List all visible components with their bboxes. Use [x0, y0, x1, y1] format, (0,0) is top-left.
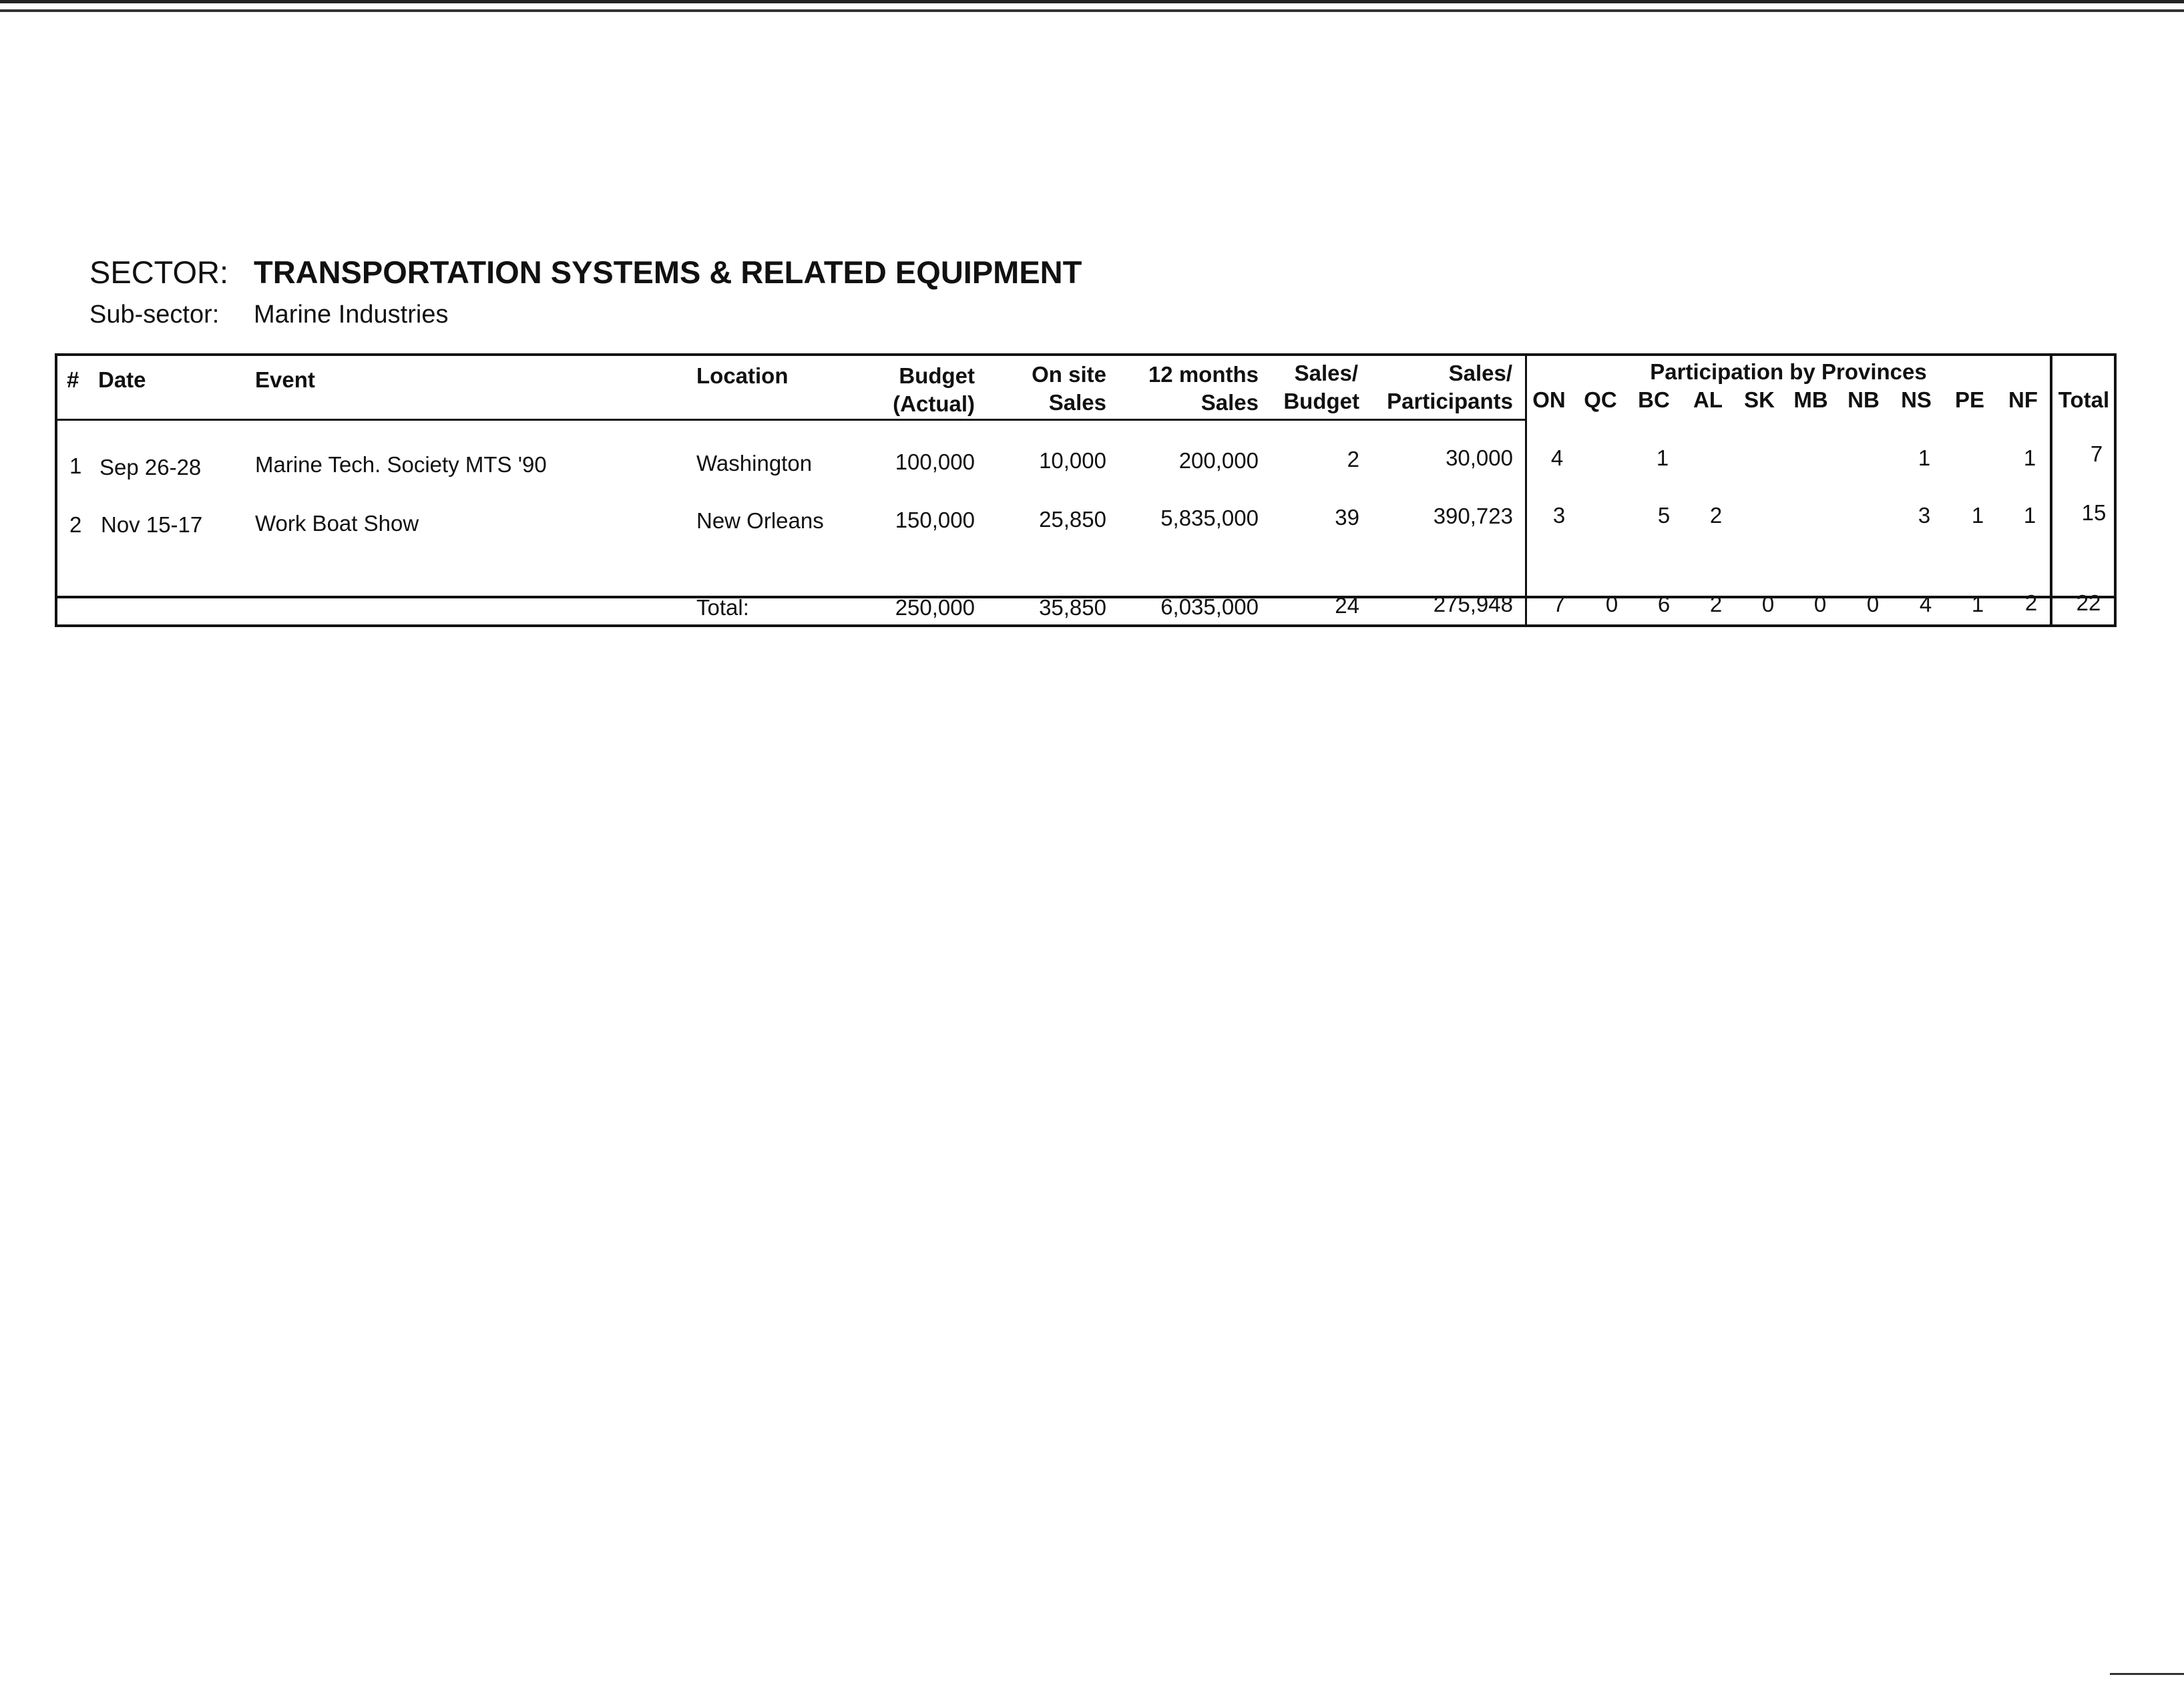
header-province-on: ON — [1532, 387, 1566, 412]
header-sales-budget-line1: Sales/ — [1294, 361, 1358, 385]
sector-label: SECTOR: — [89, 254, 229, 290]
row1-budget: 100,000 — [895, 449, 975, 474]
totals-sales-participants: 275,948 — [1433, 592, 1513, 616]
header-province-pe: PE — [1954, 387, 1985, 412]
totals-province-qc: 0 — [1605, 592, 1618, 616]
header-province-al: AL — [1693, 387, 1723, 412]
top-border-rule-inner — [0, 9, 2184, 12]
header-12months-line2: Sales — [1200, 390, 1259, 415]
row1-date: Sep 26-28 — [99, 455, 202, 480]
row2-total: 15 — [2081, 500, 2107, 525]
row1-12months: 200,000 — [1178, 448, 1259, 473]
totals-sales-budget: 24 — [1335, 593, 1359, 618]
row2-location: New Orleans — [696, 508, 824, 533]
header-event: Event — [255, 367, 315, 392]
row1-province-ns: 1 — [1918, 445, 1931, 470]
header-sales-budget-line2: Budget — [1283, 389, 1359, 413]
header-total: Total — [2058, 387, 2110, 412]
header-province-mb: MB — [1793, 387, 1828, 412]
subsector-label: Sub-sector: — [89, 301, 220, 329]
row2-num: 2 — [69, 512, 82, 537]
header-province-qc: QC — [1584, 387, 1617, 412]
row2-onsite: 25,850 — [1039, 507, 1106, 532]
subsector-value: Marine Industries — [254, 301, 449, 329]
header-province-nf: NF — [2008, 387, 2038, 412]
totals-province-sk: 0 — [1761, 592, 1775, 616]
header-province-nb: NB — [1847, 387, 1880, 412]
header-sales-participants-line1: Sales/ — [1448, 361, 1512, 385]
header-province-ns: NS — [1901, 387, 1932, 412]
header-date: Date — [98, 367, 146, 392]
row2-province-pe: 1 — [1971, 503, 1984, 528]
totals-province-pe: 1 — [1971, 592, 1984, 616]
totals-province-bc: 6 — [1657, 592, 1671, 616]
totals-total: 22 — [2076, 590, 2101, 615]
row1-num: 1 — [69, 453, 82, 478]
totals-budget: 250,000 — [895, 595, 975, 620]
row2-budget: 150,000 — [895, 508, 975, 532]
header-provinces-title: Participation by Provinces — [1650, 359, 1927, 384]
header-onsite-line1: On site — [1032, 362, 1106, 387]
header-budget-line2: (Actual) — [893, 391, 975, 416]
row2-date: Nov 15-17 — [101, 512, 203, 537]
row1-event: Marine Tech. Society MTS '90 — [255, 452, 547, 477]
row2-province-bc: 5 — [1657, 503, 1671, 528]
row1-sales-budget: 2 — [1347, 447, 1359, 472]
sector-heading — [89, 254, 1082, 291]
row1-location: Washington — [696, 451, 813, 476]
totals-province-ns: 4 — [1919, 592, 1932, 616]
row2-sales-participants: 390,723 — [1433, 504, 1513, 528]
totals-label: Total: — [696, 595, 749, 620]
totals-province-nf: 2 — [2024, 590, 2038, 615]
row1-onsite: 10,000 — [1039, 448, 1106, 473]
row1-total: 7 — [2090, 441, 2103, 466]
header-province-sk: SK — [1744, 387, 1775, 412]
top-border-rule — [0, 0, 2184, 3]
row1-sales-participants: 30,000 — [1446, 445, 1513, 470]
header-sales-participants-line2: Participants — [1387, 389, 1513, 413]
row2-province-on: 3 — [1552, 503, 1566, 528]
totals-province-nb: 0 — [1866, 592, 1880, 616]
header-location: Location — [696, 363, 789, 388]
header-province-bc: BC — [1638, 387, 1670, 412]
bottom-border-rule — [2110, 1673, 2184, 1675]
row2-province-al: 2 — [1709, 503, 1723, 528]
header-budget-line1: Budget — [899, 363, 975, 388]
row1-province-on: 4 — [1550, 445, 1564, 470]
totals-12months: 6,035,000 — [1160, 594, 1259, 619]
totals-onsite: 35,850 — [1039, 595, 1106, 620]
header-num: # — [67, 367, 79, 392]
row2-province-nf: 1 — [2023, 503, 2036, 528]
header-onsite-line2: Sales — [1048, 390, 1106, 415]
subsector-heading — [89, 301, 448, 329]
totals-province-mb: 0 — [1813, 592, 1827, 616]
sector-value: TRANSPORTATION SYSTEMS & RELATED EQUIPMENT — [254, 254, 1082, 290]
row2-province-ns: 3 — [1918, 503, 1931, 528]
totals-province-al: 2 — [1709, 592, 1723, 616]
row1-province-nf: 1 — [2023, 445, 2036, 470]
header-12months-line1: 12 months — [1148, 362, 1259, 387]
row2-sales-budget: 39 — [1335, 505, 1359, 530]
totals-province-on: 7 — [1552, 592, 1566, 616]
header-divider — [55, 419, 1526, 421]
row2-event: Work Boat Show — [255, 511, 419, 536]
provinces-divider — [1525, 353, 1527, 627]
row2-12months: 5,835,000 — [1160, 506, 1259, 530]
row1-province-bc: 1 — [1656, 445, 1669, 470]
